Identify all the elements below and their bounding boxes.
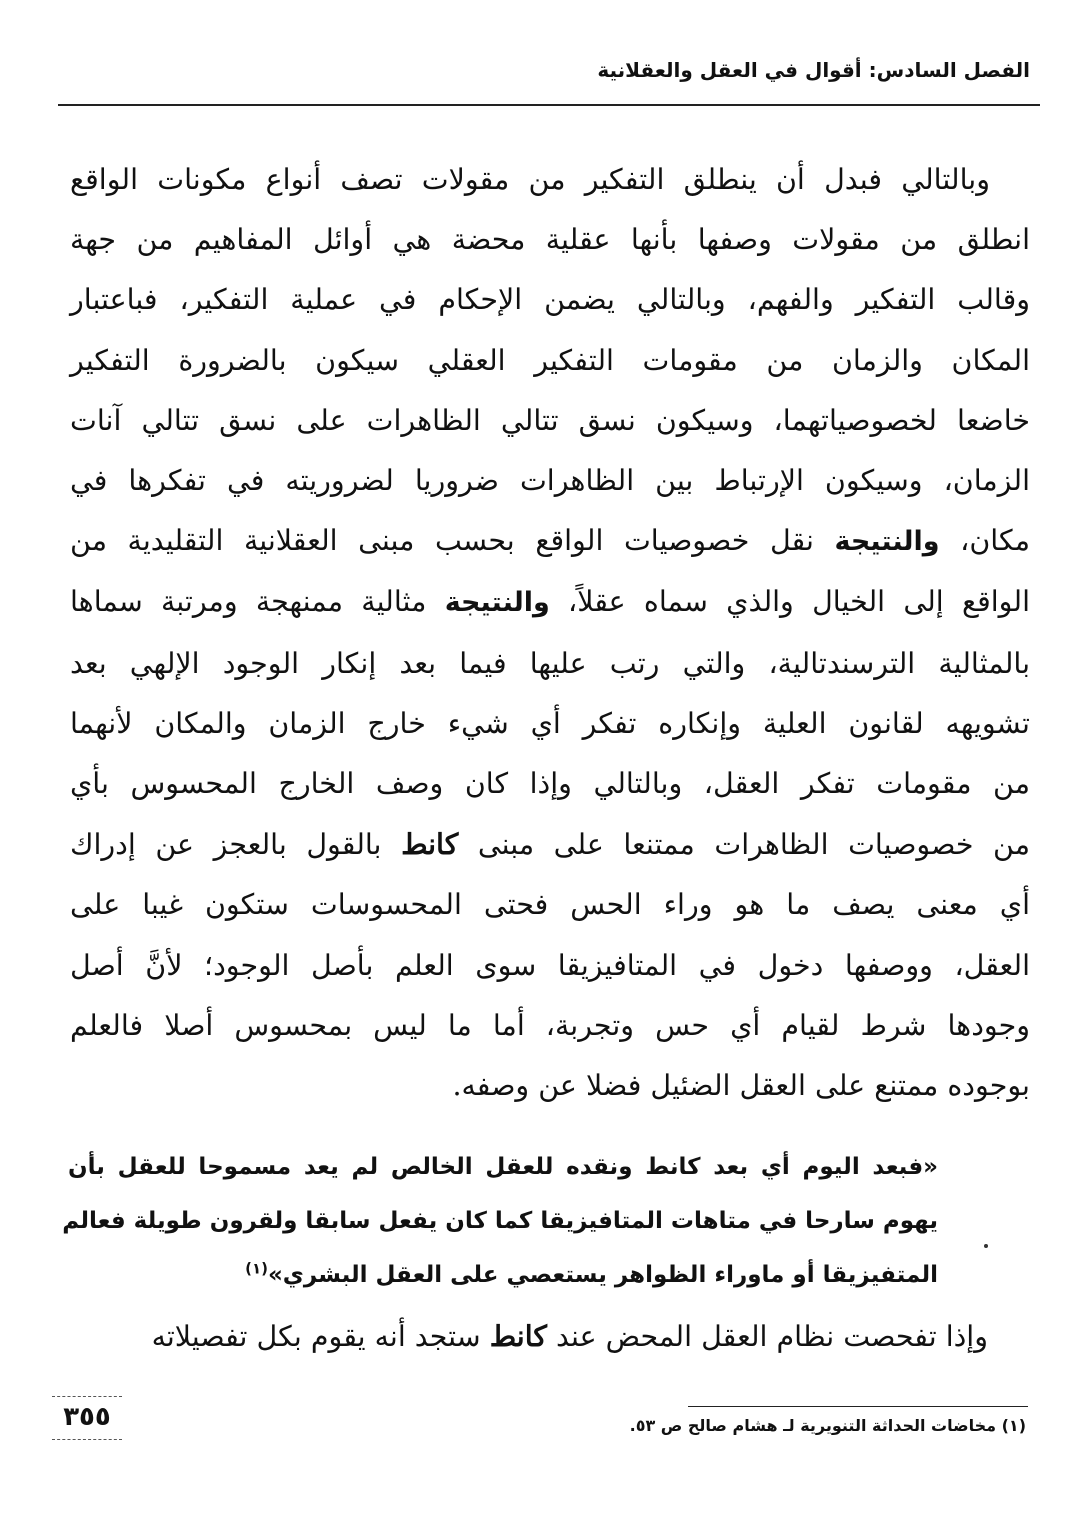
line-7-after: نقل خصوصيات الواقع بحسب مبنى العقلانية التقليدية من (70, 524, 835, 558)
paragraph-line-12 (70, 814, 1030, 875)
quote-line-3 (68, 1248, 938, 1302)
paragraph-line-11: من مقومات تفكر العقل، وبالتالي وإذا كان وصف الخارج المحسوس بأي (70, 767, 1030, 801)
line-7-before: مكان، (939, 524, 1030, 558)
quote-line-2: يهوم سارحا في متاهات المتافيزيقا كما كان يفعل سابقا ولقرون طويلة فعالم (62, 1208, 938, 1234)
paragraph-line-8 (70, 572, 1030, 633)
paragraph-line-1: وبالتالي فبدل أن ينطلق التفكير من مقولات تصف أنواع مكونات الواقع (70, 163, 990, 196)
paragraph-line-5: خاضعا لخصوصياتهما، وسيكون نسق تتالي الظاهرات على نسق تتالي آنات (70, 403, 1030, 437)
emphasis-result-2: والنتيجة (444, 587, 550, 619)
quote-line-3-text: المتفيزيقا أو ماوراء الظواهر يستعصي على العقل البشري» (267, 1262, 938, 1288)
paragraph-line-9: بالمثالية الترسندتالية، والتي رتب عليها فيما بعد إنكار الوجود الإلهي بعد (70, 646, 1030, 680)
quote-line-1: «فبعد اليوم أي بعد كانط ونقده للعقل الخالص لم يعد مسموحا للعقل بأن (68, 1154, 938, 1180)
header-rule (58, 104, 1040, 106)
paragraph-line-10: تشويهه لقانون العلية وإنكاره تفكر أي شيء خارج الزمان والمكان لأنهما (70, 706, 1030, 740)
closing-line (70, 1306, 988, 1367)
page-number-dash-top (52, 1396, 122, 1397)
page-number-box (52, 1394, 122, 1444)
page-number: ٣٥٥ (63, 1402, 111, 1432)
main-paragraph (70, 150, 1030, 1116)
tail-after: ستجد أنه يقوم بكل تفصيلاته (151, 1320, 490, 1353)
paragraph-line-14: العقل، ووصفها دخول في المتافيزيقا سوى العلم بأصل الوجود؛ لأنَّ أصل (70, 948, 1030, 982)
footnote-reference: (١) (245, 1259, 268, 1278)
stray-dot (984, 1244, 988, 1248)
page-number-dash-bottom (52, 1439, 122, 1440)
footnote-text: (١) مخاضات الحداثة التنويرية لـ هشام صالح ص ٥٣. (629, 1416, 1026, 1435)
tail-before: وإذا تفحصت نظام العقل المحض عند (546, 1320, 988, 1353)
chapter-header-title: الفصل السادس: أقوال في العقل والعقلانية (597, 58, 1030, 82)
paragraph-line-15: وجودها شرط لقيام أي حس وتجربة، أما ما ليس بمحسوس أصلا فالعلم (70, 1008, 1030, 1042)
emphasis-result-1: والنتيجة (834, 526, 940, 558)
line-8-after: مثالية ممنهجة ومرتبة سماها (70, 585, 445, 619)
paragraph-line-3: وقالب التفكير والفهم، وبالتالي يضمن الإحكام في عملية التفكير، فباعتبار (70, 283, 1030, 317)
paragraph-line-4: المكان والزمان من مقومات التفكير العقلي سيكون بالضرورة التفكير (70, 343, 1030, 377)
block-quote (62, 1140, 938, 1302)
paragraph-line-16: بوجوده ممتنع على العقل الضئيل فضلا عن وصفه. (452, 1069, 1030, 1103)
line-12-before: من خصوصيات الظاهرات ممتنعا على مبنى (458, 828, 1030, 862)
paragraph-line-7 (70, 511, 1030, 572)
paragraph-line-6: الزمان، وسيكون الإرتباط بين الظاهرات ضروريا لضروريته في تفكرها في (70, 464, 1030, 498)
line-8-before: الواقع إلى الخيال والذي سماه عقلاً، (549, 585, 1031, 619)
footnote-rule (688, 1406, 1028, 1407)
paragraph-line-13: أي معنى يصف ما هو وراء الحس فحتى المحسوسات ستكون غيبا على (70, 888, 1030, 922)
line-12-after: بالقول بالعجز عن إدراك (70, 828, 402, 862)
paragraph-line-2: انطلق من مقولات وصفها بأنها عقلية محضة هي أوائل المفاهيم من جهة (70, 223, 1030, 257)
kant-name-1: كانط (401, 827, 459, 862)
kant-name-2: كانط (489, 1319, 547, 1353)
